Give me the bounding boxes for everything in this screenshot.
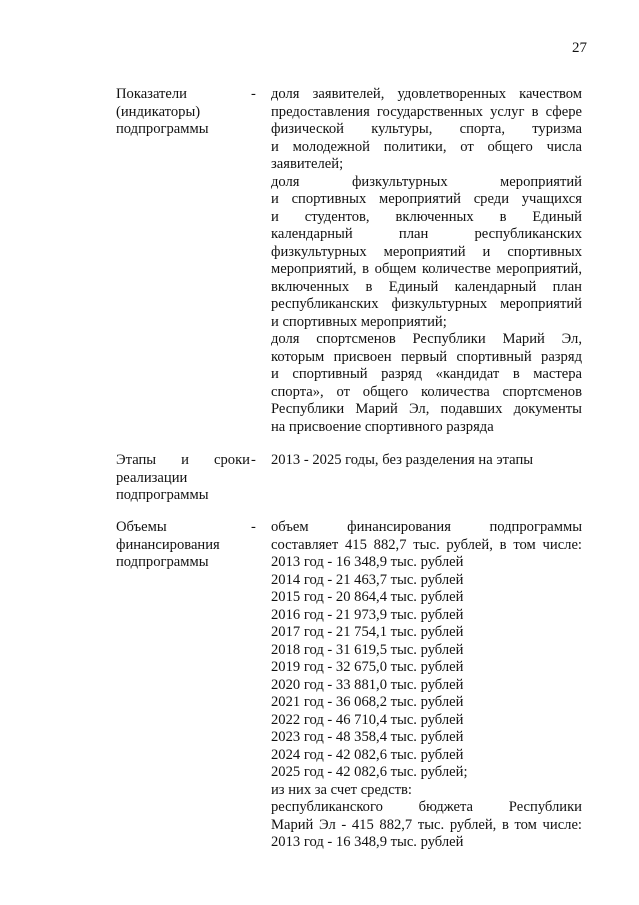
value-line: и студентов, включенных в Единый [271,208,582,225]
section-label [116,86,256,139]
value-line: составляет 415 882,7 тыс. рублей, в том числе: [271,536,582,553]
value-line: и спортивных мероприятий; [271,313,447,330]
value-line: 2018 год - 31 619,5 тыс. рублей [271,641,464,658]
value-line: заявителей; [271,156,344,172]
label-line: финансирования [116,536,220,553]
value-line: доля заявителей, удовлетворенных качеством [271,86,582,102]
value-line: республиканского бюджета Республики [271,799,582,815]
value-line: предоставления государственных услуг в сфере [271,103,582,120]
value-line: на присвоение спортивного разряда [271,418,494,435]
value-line: 2022 год - 46 710,4 тыс. рублей [271,711,464,728]
value-line: календарный план республиканских [271,226,582,242]
value-line: объем финансирования подпрограммы [271,519,582,535]
value-line: Марий Эл - 415 882,7 тыс. рублей, в том числе: [271,816,582,833]
value-line: 2019 год - 32 675,0 тыс. рублей [271,659,464,675]
value-line: 2024 год - 42 082,6 тыс. рублей [271,746,464,763]
value-line: республиканских физкультурных мероприятий [271,296,582,312]
section-dash: - [251,86,256,102]
page-number: 27 [572,40,587,56]
label-line: подпрограммы [116,121,209,137]
label-line: Объемы [116,519,167,535]
section-label [116,452,256,505]
value-line: Республики Марий Эл, подавших документы [271,401,582,417]
label-line: подпрограммы [116,554,209,570]
value-line: 2021 год - 36 068,2 тыс. рублей [271,694,464,710]
value-line: физкультурных мероприятий и спортивных [271,243,582,260]
value-line: и спортивный разряд «кандидат в мастера [271,366,582,382]
value-line: 2016 год - 21 973,9 тыс. рублей [271,606,464,623]
label-line: (индикаторы) [116,103,201,120]
value-line: 2015 год - 20 864,4 тыс. рублей [271,589,464,605]
value-line: 2025 год - 42 082,6 тыс. рублей; [271,764,468,780]
section-dash: - [251,452,256,468]
value-line: 2023 год - 48 358,4 тыс. рублей [271,729,464,745]
label-line: подпрограммы [116,487,209,503]
value-line: включенных в Единый календарный план [271,278,582,295]
value-line: и молодежной политики, от общего числа [271,138,582,155]
label-line: реализации [116,469,188,486]
value-line: 2017 год - 21 754,1 тыс. рублей [271,624,464,640]
label-line: Этапы и сроки [116,452,250,468]
value-line: 2020 год - 33 881,0 тыс. рублей [271,676,464,693]
value-line: которым присвоен первый спортивный разряд [271,348,582,365]
value-line: и спортивных мероприятий среди учащихся [271,191,582,207]
value-line: мероприятий, в общем количестве мероприятий, [271,261,582,277]
label-line: Показатели [116,86,187,102]
section-value [271,452,582,470]
section-label [116,519,256,572]
value-line: 2013 - 2025 годы, без разделения на этапы [271,452,534,468]
value-line: доля физкультурных мероприятий [271,173,582,190]
value-line: физической культуры, спорта, туризма [271,121,582,137]
value-line: доля спортсменов Республики Марий Эл, [271,331,582,347]
section-value [271,519,582,852]
section-dash: - [251,519,256,535]
value-line: из них за счет средств: [271,781,412,798]
section-value [271,86,582,436]
value-line: 2013 год - 16 348,9 тыс. рублей [271,554,464,570]
value-line: 2014 год - 21 463,7 тыс. рублей [271,571,464,588]
value-line: 2013 год - 16 348,9 тыс. рублей [271,834,464,850]
value-line: спорта», от общего количества спортсменов [271,383,582,400]
